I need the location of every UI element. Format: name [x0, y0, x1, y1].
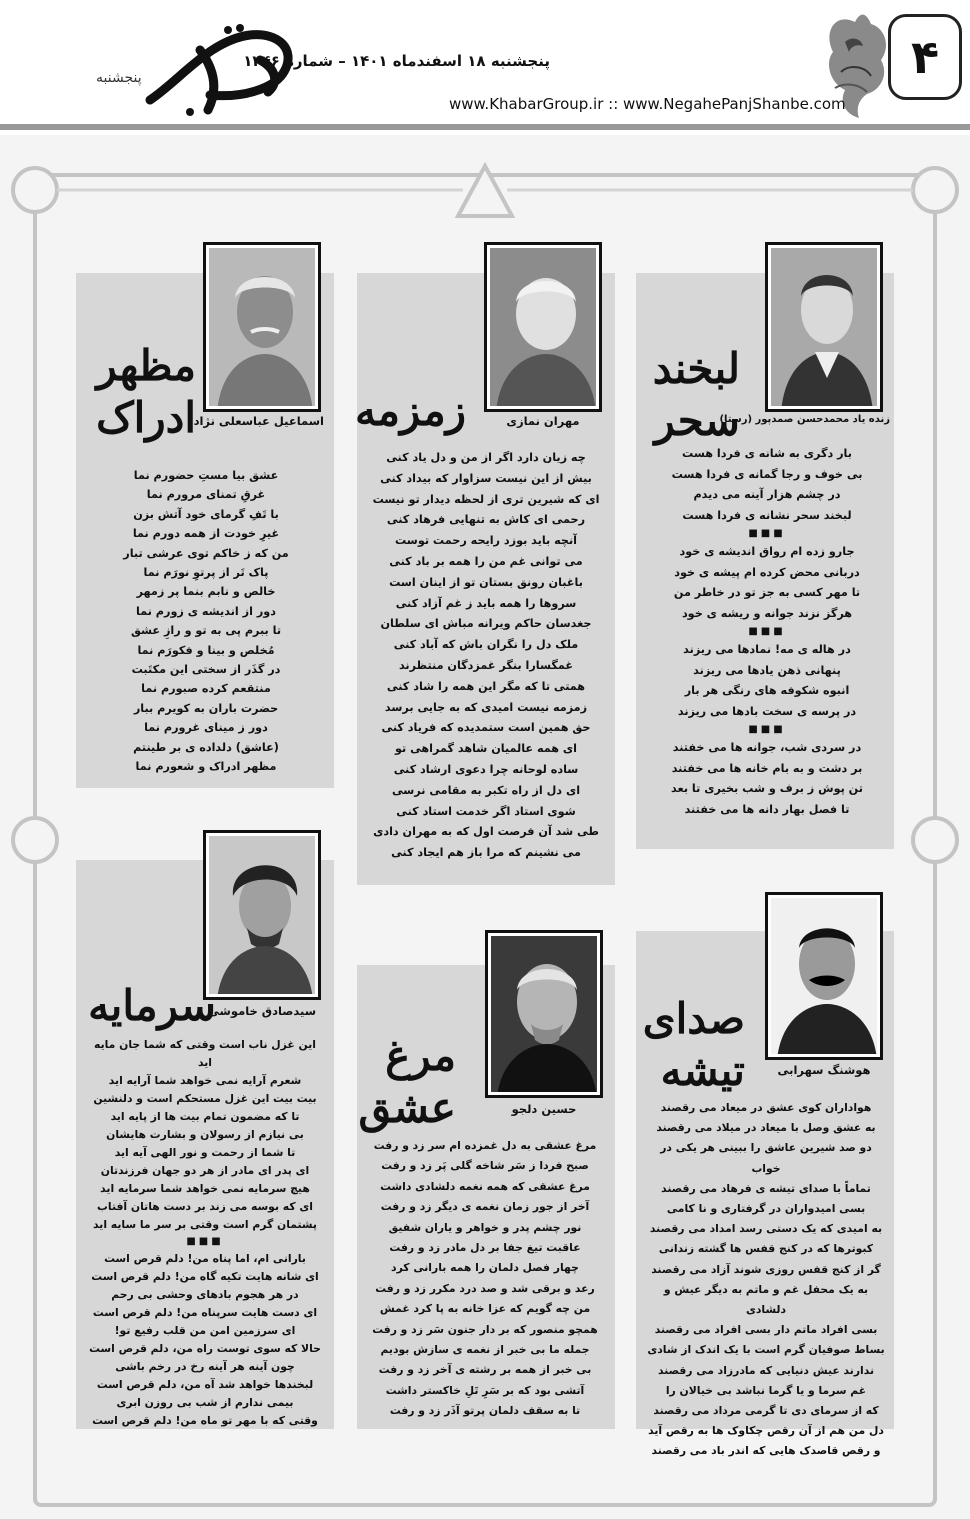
poem-line: غیرِ خودت از همه دورم نما [132, 527, 280, 541]
poem-line: لبخندها خواهد شد آه من، دلم قرص است [96, 1378, 314, 1391]
poet-photo [203, 830, 321, 1000]
portrait-icon [209, 836, 315, 994]
poem-line: گر از کنج قفس روزی شوند آزاد می رقصند [651, 1262, 881, 1276]
poet-name: زنده یاد محمدحسن صمدپور (رستا) [719, 414, 890, 425]
poem-title-line: عشق [358, 1083, 456, 1132]
poem-line: شعرم آرایه نمی خواهد شما آرایه اید [108, 1074, 302, 1087]
poem-line: مرغ عشقی به دل غمزده ام سر زد و رفت [373, 1139, 597, 1152]
poem-line: در گذَر از سختی این مکتَبت [131, 663, 281, 677]
poem-line: به امیدی که یک دستی رسد امداد می رقصند [649, 1222, 883, 1236]
poem-line: بی نیازم از رسولان و بشارت هایشان [106, 1128, 304, 1141]
poem-line: سروها را همه باید ز غم آزاد کنی [395, 596, 577, 610]
poet-name: هوشنگ سهرابی [777, 1063, 871, 1077]
poem-line: به عشق وصل با میعاد در میلاد می رقصند [656, 1121, 876, 1135]
poem-stanza [648, 640, 886, 722]
logo-subtitle: پنجشنبه [96, 70, 142, 86]
poem-line: بی خبر از همه بر رشته ی آخر زد و رفت [378, 1363, 592, 1377]
poem-line: من که ز خاکم توی عرشی تبار [123, 546, 289, 560]
poem-line: منتقعم کرده صبورم نما [141, 682, 271, 696]
poem-line: شوی استاد اگر خدمت استاد کنی [396, 804, 576, 818]
poem-line: ای دست هایت سرپناه من! دلم قرص است [92, 1306, 318, 1319]
poem-line: دور ز مینای غرورم نما [144, 721, 268, 735]
poem-title-line: مرغ [385, 1031, 456, 1080]
poem-line: بساط صوفیان گرم است با یک اندک از شادی [647, 1343, 885, 1357]
portrait-icon [490, 248, 596, 406]
issue-date: پنجشنبه ۱۸ اسفندماه ۱۴۰۱ – شماره ۱۴۴۶ [243, 52, 550, 70]
poem-line: دور از اندیشه ی زورم نما [136, 604, 276, 618]
page-number: ۴ [888, 14, 962, 100]
poet-photo [484, 242, 602, 412]
poem-line: آخر از جور زمان نغمه ی دیگر زد و رفت [380, 1200, 590, 1214]
poem-stanza [648, 444, 886, 526]
poem-line: خالص و نابم بنما پر زمهر [136, 585, 276, 599]
poem-line: غم سرما و یا گرما نباشد بی خیالان را [665, 1383, 867, 1397]
poem-title-line: تیشه [660, 1046, 745, 1095]
poem-line: بی خوف و رجا گمانه ی فردا هست [671, 467, 863, 481]
poem-line: من چه گویم که عزا خانه به پا کرد غمش [379, 1302, 591, 1316]
poem-line: آتشی بود که بر سَرِ تَلِ خاکستر داشت [385, 1383, 585, 1397]
poem-line: چون آینه هر آینه رخ در رخم باشی [115, 1360, 295, 1373]
poem-line: تن پوش ز برف و شب بخیری تا بعد [671, 782, 863, 795]
poet-photo [765, 892, 883, 1060]
poem-line: که از سرمای دی تا گرمی مرداد می رقصند [653, 1404, 879, 1418]
page-header [0, 0, 970, 135]
poem-line: جارو زده ام رواق اندیشه ی خود [679, 545, 855, 558]
poet-name: حسین دلجو [511, 1102, 577, 1116]
poem-line: ای سرزمین امن من قلب رفیع تو! [114, 1324, 296, 1337]
poem-text [648, 444, 886, 820]
stanza-separator: ■■■ [748, 724, 786, 735]
poem-line: ندارند عیش دنیایی که مادرزاد می رقصند [657, 1363, 875, 1377]
poem-line: بیش از این نیست سزاوار که بیداد کنی [380, 471, 592, 485]
poem-line: در هاله ی مه! نمادها می ریزند [683, 643, 851, 656]
poem-text [86, 1036, 324, 1430]
poem-line: عشق بیا مستِ حضورم نما [133, 469, 279, 482]
poem-line: عاقبت تیغ جفا بر دل مادر زد و رفت [389, 1241, 581, 1255]
poem-line: باغبان رونق بستان تو از اینان است [389, 575, 583, 589]
poem-title-line: زمزمه [355, 386, 466, 435]
poem-line: طی شد آن فرصت اول که به مهران دادی [373, 825, 599, 839]
poem-line: تماماً با صدای تیشه ی فرهاد می رقصند [661, 1181, 871, 1195]
poem-line: رحمی ای کاش به تنهایی فرهاد کنی [386, 513, 586, 527]
poem-line: چه زیان دارد اگر از من و دل یاد کنی [386, 451, 586, 464]
poem-line: چهار فصل دلمان را همه بارانی کرد [391, 1261, 579, 1275]
poem-line: پاک تَر از پرتوِ نورَم نما [143, 566, 269, 580]
poem-title-line: مظهر [96, 341, 196, 390]
poem-title [96, 340, 196, 444]
poet-photo [203, 242, 321, 412]
portrait-icon [771, 248, 877, 406]
poem-line: حق همین است ستمدیده که فریاد کنی [381, 721, 591, 735]
poem-line: انبوه شکوفه های رنگی هر بار [684, 684, 850, 697]
poem-line: هیچ سرمایه نمی خواهد شما سرمایه اید [100, 1182, 310, 1195]
poem-line: صبح فردا ز سَر شاخه گلی پَر زد و رفت [381, 1159, 589, 1173]
poem-line: در سردی شب، جوانه ها می خفتند [672, 741, 862, 754]
poem-line: نور چشم پدر و خواهر و یاران شفیق [388, 1220, 582, 1234]
poem-title-line: صدای [642, 994, 745, 1043]
portrait-icon [491, 936, 597, 1092]
poem-title-line: ادراک [96, 393, 196, 442]
stanza-separator: ■■■ [748, 626, 786, 637]
poem-line: می نشینم که مرا باز هم ایجاد کنی [391, 846, 581, 860]
poem-text [96, 466, 316, 777]
poem-line: غمگسارا بنگر غمزدگان منتظرند [398, 658, 574, 672]
poem-line: با تَفِ گرمای خود آتش بزن [133, 507, 279, 521]
poem-line: کبوترها که در کنج قفس ها گشته زندانی [658, 1242, 874, 1256]
poem-line: بسی افراد ماتم دار بسی افراد می رقصند [654, 1323, 878, 1337]
poet-photo [485, 930, 603, 1098]
poem-title [358, 1030, 456, 1134]
poem-line: تا به سقف دلمان پرتو آذَر زد و رفت [389, 1404, 581, 1418]
poem-line: ملک دل را نگران باش که آباد کنی [393, 638, 579, 652]
poem-title-line: لبخند [652, 344, 740, 393]
poem-line: بیمی ندارم از شب بی روزن ابری [116, 1396, 294, 1409]
poem-title [640, 343, 740, 447]
poem-line: هرگز نزند جوانه و ریشه ی خود [681, 606, 853, 620]
poem-line: مرغ عشقی که همه نغمه دلشادی داشت [380, 1179, 590, 1193]
poem-line: حضرت باران به کویرم ببار [133, 701, 279, 715]
poem-line: بارانی ام، اما پناه من! دلم قرص است [104, 1252, 306, 1265]
poem-line: تا شما از رحمت و نور الهی آیه اید [114, 1146, 296, 1159]
poem-line: همتی تا که مگر این همه را شاد کنی [386, 679, 586, 693]
poem-line: بسی امیدواران در گرفتاری و نا کامی [666, 1202, 866, 1216]
poem-title [355, 385, 466, 437]
poem-line: دو صد شیرین عاشق را ببینی هر یکی در خواب [660, 1141, 872, 1175]
poem-line: در چشم هزار آینه می دیدم [693, 488, 841, 501]
poem-line: در هر هجوم بادهای وحشی بی رحم [111, 1288, 299, 1301]
poem-line: مُخلص و بینا و فکورَم نما [137, 643, 275, 657]
stanza-separator: ■■■ [186, 1236, 224, 1247]
poem-line: در پرسه ی سخت بادها می ریزند [677, 704, 857, 718]
poem-title [90, 980, 216, 1032]
stanza-separator: ■■■ [748, 528, 786, 539]
poem-line: این غزل ناب است وقتی که شما جان مایه اید [94, 1038, 316, 1069]
poem-stanza [648, 738, 886, 820]
poem-line: تا ببرم پی به تو و رازِ عشق [130, 624, 282, 638]
poem-line: می توانی غم من را همه بر باد کنی [389, 554, 583, 568]
poet-name: سیدصادق خاموشی [207, 1004, 317, 1018]
poem-text [646, 1098, 886, 1462]
poem-line: رعد و برقی شد و صد درد مکرر زد و رفت [375, 1281, 595, 1295]
portrait-icon [209, 248, 315, 406]
poem-line: حالا که سوی توست راه من، دلم قرص است [89, 1342, 321, 1355]
poem-line: بر دشت و به بام خانه ها می خفتند [671, 761, 863, 775]
poem-line: وقتی که با مهر تو ماه من! دلم قرص است [92, 1414, 318, 1427]
portrait-icon [771, 898, 877, 1054]
poem-line: جغدسان حاکم ویرانه مباش ای سلطان [380, 617, 592, 631]
poem-line: ای که بوسه می زند بر دست هاتان آفتاب [97, 1200, 313, 1213]
poem-line: ساده لوحانه چرا دعوی ارشاد کنی [393, 762, 579, 776]
poem-line: دربانی محض کرده ام پیشه ی خود [674, 565, 860, 579]
poem-stanza [86, 1250, 324, 1430]
poet-name: مهران نمازی [506, 414, 580, 428]
poem-line: ای همه عالمیان شاهد گمراهی تو [395, 742, 577, 756]
poem-title-line: سرمایه [88, 981, 216, 1030]
poem-line: پنهانی ذهن یادها می ریزند [693, 663, 841, 677]
poet-name: اسماعیل عباسعلی نژاد [193, 414, 324, 428]
poem-title-line: سحر [654, 396, 740, 445]
poem-line: جمله ما بی خبر از نغمه ی سازش بودیم [380, 1343, 590, 1357]
poem-line: همچو منصور که بر دار جنون سَر زد و رفت [372, 1322, 598, 1336]
poem-line: هواداران کوی عشق در میعاد می رقصند [660, 1101, 872, 1114]
poem-line: لبخند سحر نشانه ی فردا هست [682, 508, 852, 522]
poem-line: تا مهر کسی به جز تو در خاطر من [673, 586, 861, 599]
website-urls: www.KhabarGroup.ir :: www.NegahePanjShanbe.com [449, 95, 846, 113]
poem-stanza [86, 1036, 324, 1234]
poem-line: (عاشق) دلداده ی بر طینتم [133, 740, 279, 754]
poet-photo [765, 242, 883, 412]
poem-text [365, 1136, 605, 1422]
poem-line: غرقِ تمنای مرورم نما [146, 488, 266, 502]
poem-line: زمزمه نیست امیدی که به جایی برسد [384, 700, 588, 714]
poem-line: دل من هم از آن رقص چکاوک ها به رقص آید [648, 1424, 884, 1438]
poem-line: پشتمان گرم است وقتی بر سر ما سایه اید [93, 1218, 317, 1231]
poem-line: تا فصل بهار دانه ها می خفتند [684, 802, 850, 816]
poem-line: بیت بیت این غزل مستحکم است و دلنشین [93, 1092, 317, 1105]
poem-line: ای شانه هایت تکیه گاه من! دلم قرص است [91, 1270, 319, 1283]
poem-title [642, 993, 745, 1097]
poem-line: ای که شیرین تری از لحظه دیدار تو نیست [372, 492, 600, 506]
poem-line: تا که مضمون تمام بیت ها از پایه اید [110, 1110, 300, 1123]
poem-line: ای پدر ای مادر از هر دو جهان فرزندتان [100, 1164, 310, 1177]
poem-line: آنچه باید بوزد رایحه رحمت توست [394, 534, 578, 548]
poem-line: مظهر ادراک و شعورم نما [135, 760, 277, 774]
poem-line: بار دگری به شانه ی فردا هست [682, 447, 852, 460]
poem-text [367, 448, 605, 864]
poem-stanza [648, 542, 886, 624]
poem-line: به یک محفل غم و ماتم به دیگر عیش و دلشادی [663, 1282, 869, 1317]
poem-line: ای دل از راه تکبر به مقامی نرسی [391, 783, 581, 797]
poem-line: و رقص قاصدک هایی که اندر باد می رقصند [651, 1444, 881, 1458]
